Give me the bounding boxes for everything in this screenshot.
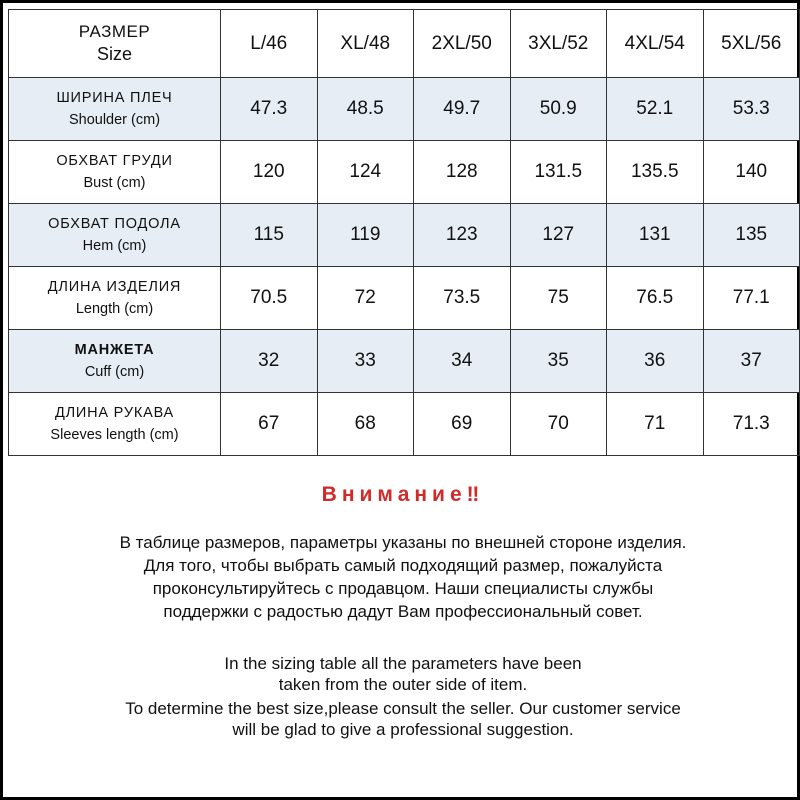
- table-cell: 34: [414, 330, 511, 393]
- table-cell: 70: [510, 393, 607, 456]
- table-row-sleeves: [9, 393, 800, 456]
- table-cell: 33: [317, 330, 414, 393]
- table-cell: 124: [317, 141, 414, 204]
- table-cell: 115: [221, 204, 318, 267]
- notice-ru-line: Для того, чтобы выбрать самый подходящий размер, пожалуйста: [143, 556, 663, 575]
- notice-text-en: [33, 653, 773, 740]
- size-header: 4XL/54: [607, 10, 704, 78]
- row-label-en: Length (cm): [75, 301, 154, 317]
- table-cell: 70.5: [221, 267, 318, 330]
- table-cell: 37: [703, 330, 800, 393]
- table-cell: 35: [510, 330, 607, 393]
- notice-en-line: In the sizing table all the parameters have been: [224, 654, 582, 673]
- row-label: [9, 393, 221, 456]
- table-cell: 135.5: [607, 141, 704, 204]
- notice-en-line: To determine the best size,please consult the seller. Our customer service: [125, 699, 681, 718]
- table-row-hem: [9, 204, 800, 267]
- row-label-ru: ОБХВАТ ПОДОЛА: [48, 216, 181, 232]
- size-header: 5XL/56: [703, 10, 800, 78]
- header-label-en: Size: [96, 44, 132, 64]
- row-label-ru: ОБХВАТ ГРУДИ: [56, 153, 173, 169]
- table-cell: 72: [317, 267, 414, 330]
- header-label-cell: [9, 10, 221, 78]
- table-row-cuff: [9, 330, 800, 393]
- table-cell: 128: [414, 141, 511, 204]
- table-cell: 36: [607, 330, 704, 393]
- notice-ru-line: проконсультируйтесь с продавцом. Наши специалисты службы: [152, 579, 654, 598]
- table-cell: 120: [221, 141, 318, 204]
- size-table: [8, 9, 800, 456]
- table-cell: 67: [221, 393, 318, 456]
- table-cell: 131.5: [510, 141, 607, 204]
- notice-title: Внимание‼: [321, 483, 485, 506]
- header-label-ru: РАЗМЕР: [78, 22, 151, 41]
- table-cell: 131: [607, 204, 704, 267]
- table-cell: 77.1: [703, 267, 800, 330]
- row-label-en: Hem (cm): [82, 238, 147, 254]
- table-cell: 47.3: [221, 78, 318, 141]
- table-cell: 135: [703, 204, 800, 267]
- table-cell: 52.1: [607, 78, 704, 141]
- table-cell: 53.3: [703, 78, 800, 141]
- row-label: [9, 141, 221, 204]
- row-label-ru: ДЛИНА ИЗДЕЛИЯ: [47, 279, 182, 295]
- size-header: L/46: [221, 10, 318, 78]
- table-cell: 73.5: [414, 267, 511, 330]
- notice-ru-line: В таблице размеров, параметры указаны по внешней стороне изделия.: [119, 533, 687, 552]
- row-label: [9, 330, 221, 393]
- row-label-en: Cuff (cm): [84, 364, 145, 380]
- row-label: [9, 204, 221, 267]
- size-header: 2XL/50: [414, 10, 511, 78]
- table-cell: 140: [703, 141, 800, 204]
- size-header: XL/48: [317, 10, 414, 78]
- table-row-length: [9, 267, 800, 330]
- row-label-en: Shoulder (cm): [68, 112, 161, 128]
- table-cell: 48.5: [317, 78, 414, 141]
- table-cell: 119: [317, 204, 414, 267]
- notice-text-ru: [33, 531, 773, 623]
- table-cell: 32: [221, 330, 318, 393]
- table-row-bust: [9, 141, 800, 204]
- row-label-ru: МАНЖЕТА: [74, 342, 155, 358]
- table-cell: 68: [317, 393, 414, 456]
- notice-en-line: will be glad to give a professional suggestion.: [232, 720, 574, 739]
- table-cell: 71.3: [703, 393, 800, 456]
- row-label: [9, 267, 221, 330]
- notice-ru-line: поддержки с радостью дадут Вам профессиональный совет.: [163, 602, 643, 621]
- size-header: 3XL/52: [510, 10, 607, 78]
- row-label: [9, 78, 221, 141]
- row-label-en: Bust (cm): [83, 175, 146, 191]
- table-cell: 76.5: [607, 267, 704, 330]
- table-cell: 71: [607, 393, 704, 456]
- table-cell: 50.9: [510, 78, 607, 141]
- table-cell: 123: [414, 204, 511, 267]
- table-cell: 49.7: [414, 78, 511, 141]
- table-cell: 69: [414, 393, 511, 456]
- table-cell: 127: [510, 204, 607, 267]
- table-row-shoulder: [9, 78, 800, 141]
- table-cell: 75: [510, 267, 607, 330]
- table-header-row: [9, 10, 800, 78]
- row-label-ru: ШИРИНА ПЛЕЧ: [56, 90, 173, 106]
- row-label-ru: ДЛИНА РУКАВА: [54, 405, 175, 421]
- notice-en-line: taken from the outer side of item.: [278, 675, 528, 694]
- row-label-en: Sleeves length (cm): [50, 427, 179, 443]
